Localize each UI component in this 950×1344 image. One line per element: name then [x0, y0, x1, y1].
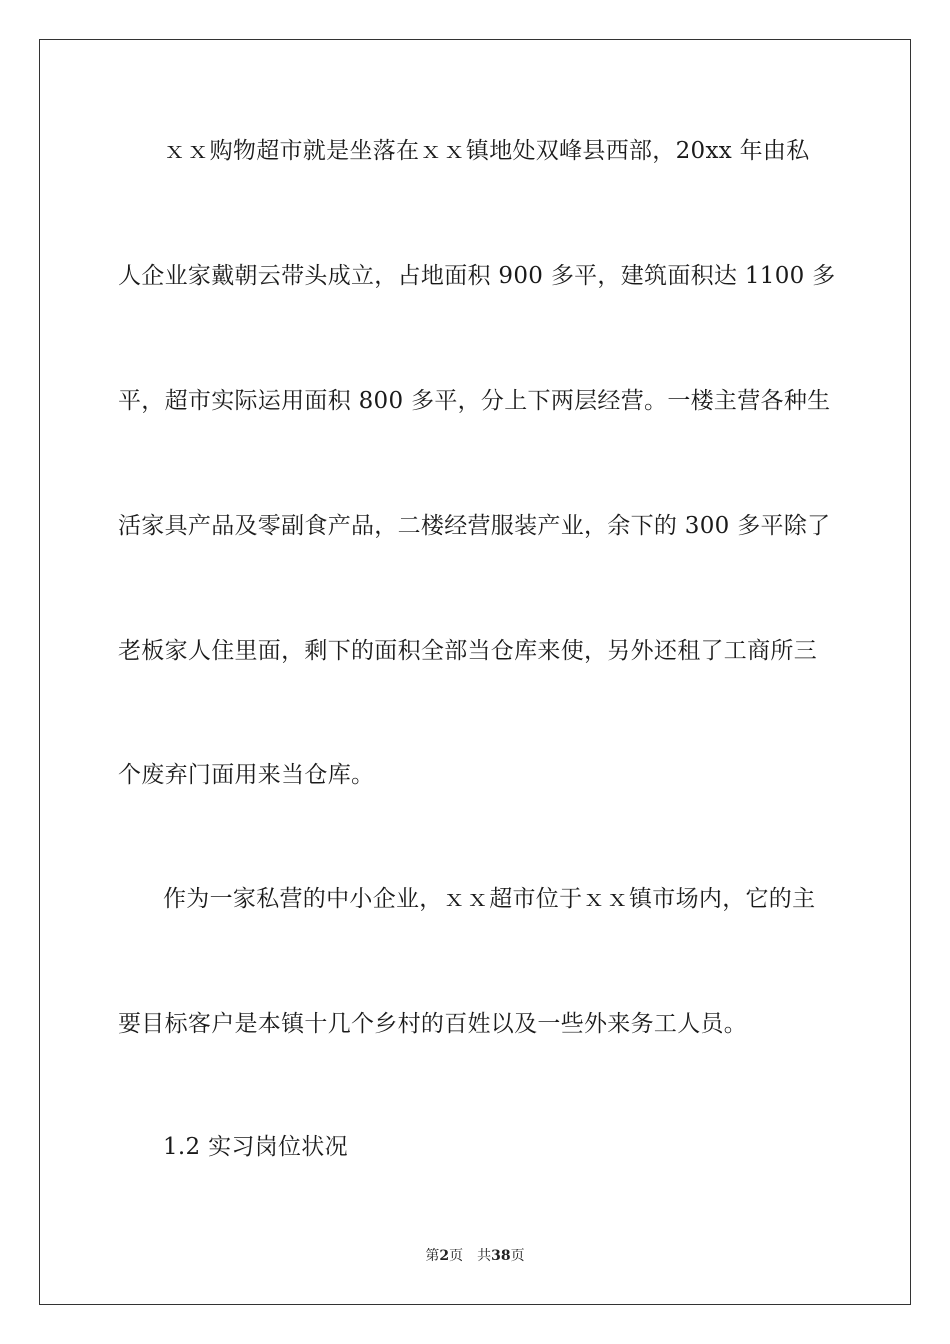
footer-suffix: 页 — [510, 1248, 525, 1264]
page-footer — [0, 1247, 950, 1265]
page-border — [39, 39, 911, 1305]
paragraph-1-line-5: 老板家人住里面，剩下的面积全部当仓库来使，另外还租了工商所三 — [118, 638, 817, 664]
section-heading: 1.2 实习岗位状况 — [163, 1134, 348, 1160]
paragraph-1-line-6: 个废弃门面用来当仓库。 — [118, 762, 375, 788]
footer-middle: 页 共 — [449, 1248, 492, 1264]
total-page-number: 38 — [491, 1248, 511, 1264]
paragraph-2-line-1: 作为一家私营的中小企业，ｘｘ超市位于ｘｘ镇市场内，它的主 — [163, 886, 816, 912]
footer-prefix: 第 — [425, 1248, 440, 1264]
paragraph-1-line-1: ｘｘ购物超市就是坐落在ｘｘ镇地处双峰县西部，20xx 年由私 — [163, 138, 810, 164]
paragraph-1-line-4: 活家具产品及零副食产品，二楼经营服装产业，余下的 300 多平除了 — [118, 513, 831, 539]
paragraph-1-line-3: 平，超市实际运用面积 800 多平，分上下两层经营。一楼主营各种生 — [118, 388, 831, 414]
paragraph-2-line-2: 要目标客户是本镇十几个乡村的百姓以及一些外来务工人员。 — [118, 1011, 748, 1037]
paragraph-1-line-2: 人企业家戴朝云带头成立，占地面积 900 多平，建筑面积达 1100 多 — [118, 263, 836, 289]
current-page-number: 2 — [439, 1248, 450, 1264]
